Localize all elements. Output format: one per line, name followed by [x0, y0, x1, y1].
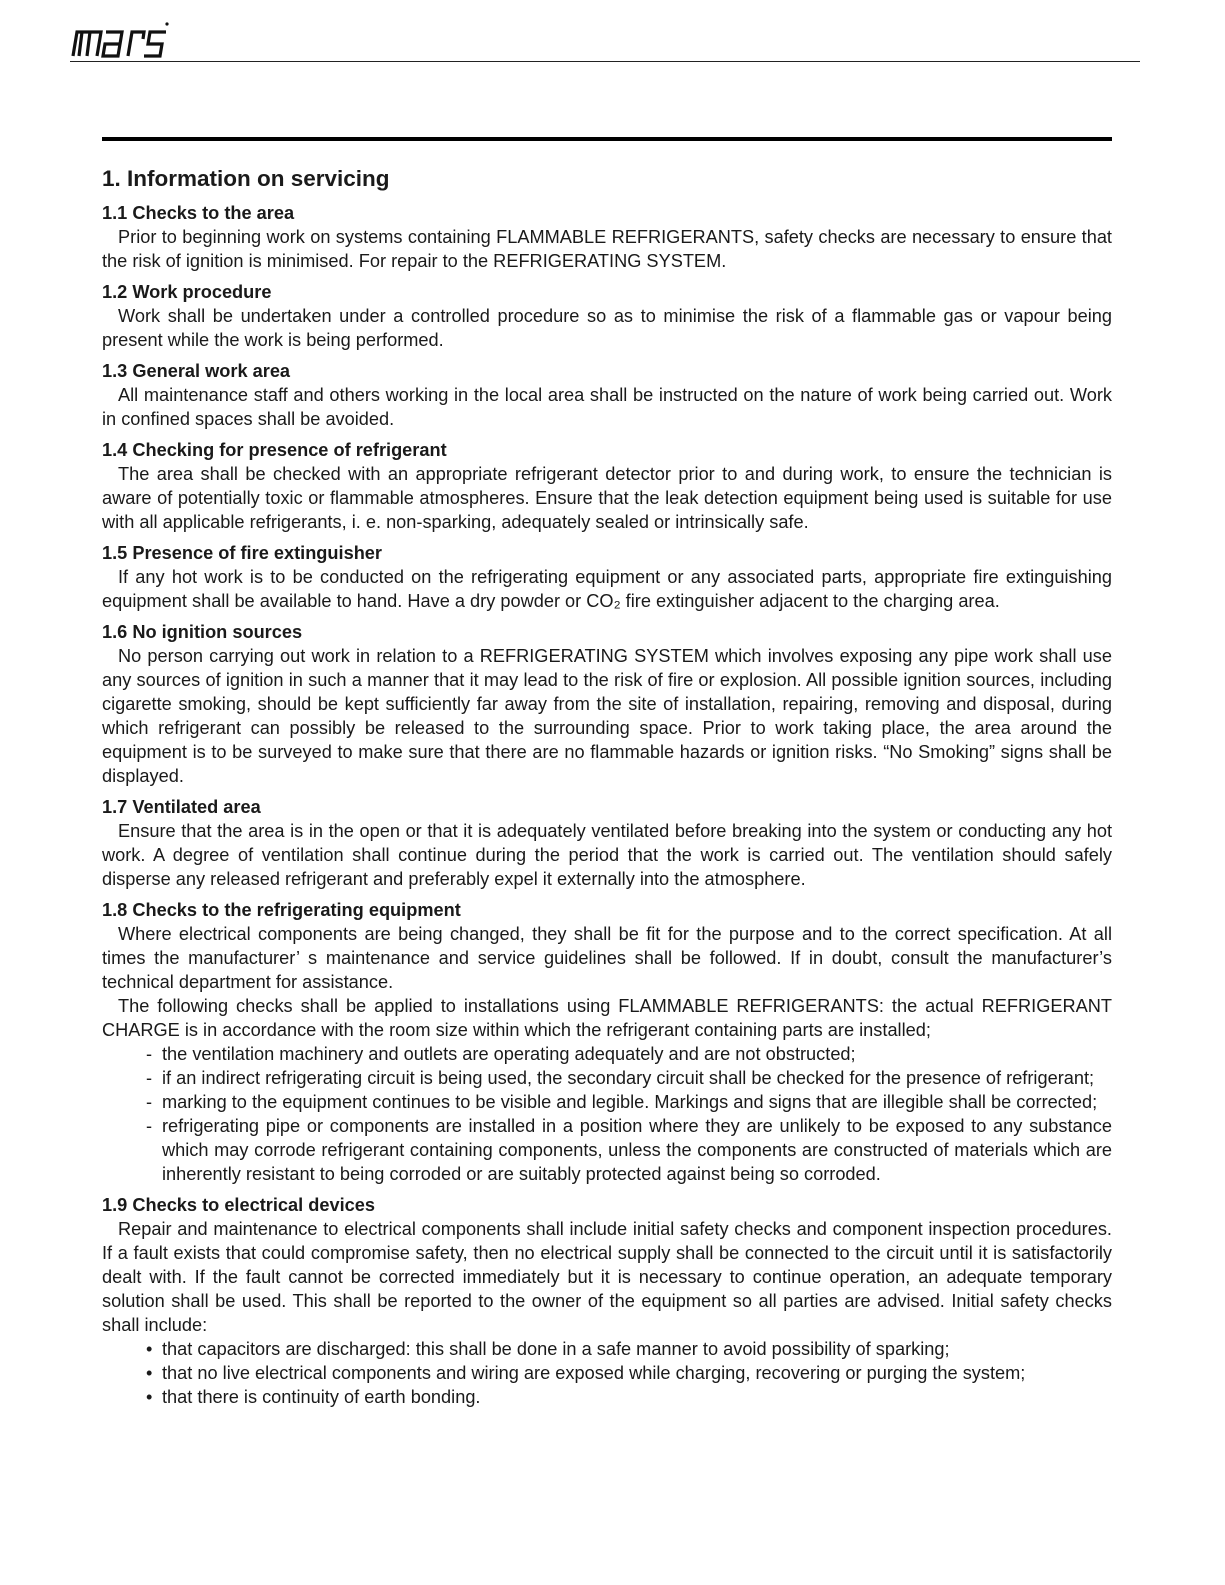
paragraph: No person carrying out work in relation to a REFRIGERATING SYSTEM which involves exposing any pipe work shall use any sources of ignition in such a manner that it may lead to the risk of fire or explosion. All possible ignition sources, including cigarette smoking, should be kept sufficiently far away from the site of installation, repairing, removing and disposal, during which refrigerant can possibly be released to the surrounding space. Prior to work taking place, the area around the equipment is to be surveyed to make sure that there are no flammable hazards or ignition risks. “No Smoking” signs shall be displayed.: [102, 646, 1112, 786]
header-divider: [70, 61, 1140, 62]
subsection-heading: 1.8 Checks to the refrigerating equipment: [102, 900, 461, 920]
paragraph: Prior to beginning work on systems containing FLAMMABLE REFRIGERANTS, safety checks are necessary to ensure that the risk of ignition is minimised. For repair to the REFRIGERATING SYSTEM.: [102, 227, 1112, 271]
subsection-heading: 1.4 Checking for presence of refrigerant: [102, 440, 447, 460]
subsection-heading: 1.5 Presence of fire extinguisher: [102, 543, 382, 563]
subsection-heading: 1.6 No ignition sources: [102, 622, 303, 642]
paragraph: All maintenance staff and others working in the local area shall be instructed on the nature of work being carried out. Work in confined spaces shall be avoided.: [102, 385, 1112, 429]
paragraph: Ensure that the area is in the open or that it is adequately ventilated before breaking into the system or conducting any hot work. A degree of ventilation shall continue during the period that the work is carried out. The ventilation should safely disperse any released refrigerant and preferably expel it externally into the atmosphere.: [102, 821, 1112, 889]
subsection-heading: 1.3 General work area: [102, 361, 291, 381]
paragraph: If any hot work is to be conducted on the refrigerating equipment or any associated parts, appropriate fire extinguishing equipment shall be available to hand. Have a dry powder or CO₂ fire extinguisher adjacent to the charging area.: [102, 567, 1112, 611]
subsection-1-7: [102, 795, 1112, 891]
list-item: - marking to the equipment continues to be visible and legible. Markings and signs that are illegible shall be corrected;: [146, 1090, 1112, 1114]
paragraph: The following checks shall be applied to installations using FLAMMABLE REFRIGERANTS: the actual REFRIGERANT CHARGE is in accordance with the room size within which the refrigerant containing parts are installed;: [102, 996, 1112, 1040]
section-title: 1. Information on servicing: [102, 166, 390, 191]
paragraph: The area shall be checked with an appropriate refrigerant detector prior to and during work, to ensure the technician is aware of potentially toxic or flammable atmospheres. Ensure that the leak detection equipment being used is suitable for use with all applicable refrigerants, i. e. non-sparking, adequately sealed or intrinsically safe.: [102, 464, 1112, 532]
list-item: • that no live electrical components and wiring are exposed while charging, recovering or purging the system;: [146, 1361, 1112, 1385]
subsection-1-9: [102, 1193, 1112, 1409]
paragraph: Work shall be undertaken under a controlled procedure so as to minimise the risk of a flammable gas or vapour being present while the work is being performed.: [102, 306, 1112, 350]
subsection-heading: 1.2 Work procedure: [102, 282, 272, 302]
list-item: - refrigerating pipe or components are installed in a position where they are unlikely to be exposed to any substance which may corrode refrigerant containing components, unless the components are constructed of materials which are inherently resistant to being corroded or are suitably protected against being so corroded.: [146, 1114, 1112, 1186]
subsection-1-6: [102, 620, 1112, 788]
subsection-heading: 1.1 Checks to the area: [102, 203, 295, 223]
list-item: • that capacitors are discharged: this shall be done in a safe manner to avoid possibility of sparking;: [146, 1337, 1112, 1361]
list-item: - if an indirect refrigerating circuit is being used, the secondary circuit shall be checked for the presence of refrigerant;: [146, 1066, 1112, 1090]
section-divider: [102, 137, 1112, 141]
subsection-1-1: [102, 201, 1112, 273]
subsection-heading: 1.9 Checks to electrical devices: [102, 1195, 375, 1215]
subsection-1-8: [102, 898, 1112, 1186]
subsection-1-2: [102, 280, 1112, 352]
list-item: • that there is continuity of earth bonding.: [146, 1385, 1112, 1409]
paragraph: Where electrical components are being changed, they shall be fit for the purpose and to the correct specification. At all times the manufacturer’ s maintenance and service guidelines shall be followed. If in doubt, consult the manufacturer’s technical department for assistance.: [102, 924, 1112, 992]
list-item: - the ventilation machinery and outlets are operating adequately and are not obstructed;: [146, 1042, 1112, 1066]
document-body: [102, 164, 1112, 1409]
bullet-list: [102, 1337, 1112, 1409]
mars-logo-icon: [70, 20, 170, 60]
subsection-1-3: [102, 359, 1112, 431]
subsection-1-5: [102, 541, 1112, 613]
dash-list: [102, 1042, 1112, 1186]
paragraph: Repair and maintenance to electrical components shall include initial safety checks and component inspection procedures. If a fault exists that could compromise safety, then no electrical supply shall be connected to the circuit until it is satisfactorily dealt with. If the fault cannot be corrected immediately but it is necessary to continue operation, an adequate temporary solution shall be used. This shall be reported to the owner of the equipment so all parties are advised. Initial safety checks shall include:: [102, 1219, 1112, 1335]
subsection-heading: 1.7 Ventilated area: [102, 797, 261, 817]
subsection-1-4: [102, 438, 1112, 534]
